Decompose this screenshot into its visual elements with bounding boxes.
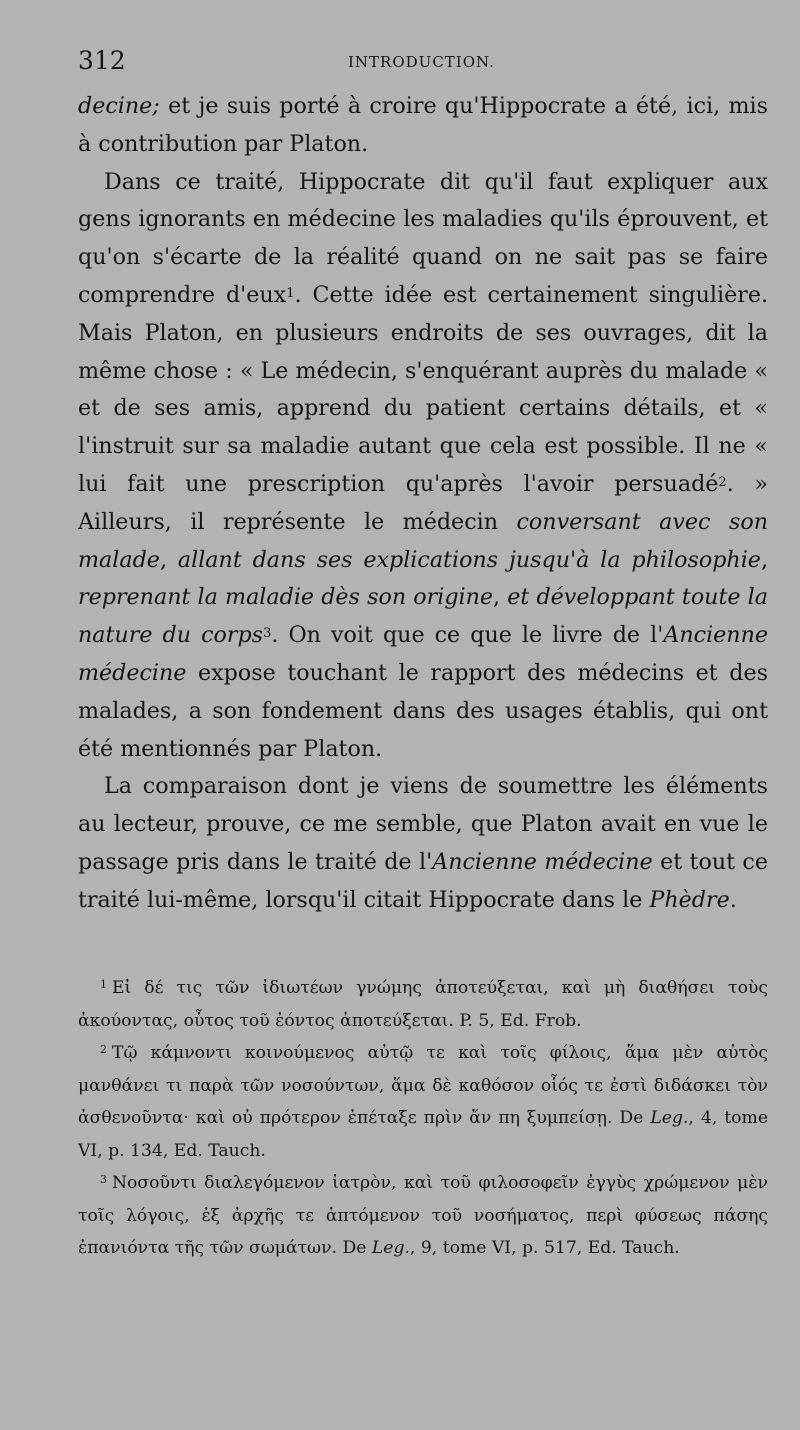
page-number: 312 bbox=[78, 46, 126, 75]
paragraph-2 bbox=[78, 164, 768, 769]
footnote-text: , 9, tome VI, p. 517, Ed. Tauch. bbox=[409, 1238, 680, 1258]
text-run: expose touchant le rapport des médecins et des malades, a son fondement dans des usages établis, qui ont été mentionnés par Platon. bbox=[78, 659, 768, 762]
body-text bbox=[78, 88, 768, 920]
footnote-3 bbox=[78, 1167, 768, 1265]
text-run: et je suis porté à croire qu'Hippocrate a été, ici, mis à contribution par Platon. bbox=[78, 93, 768, 157]
text-run: . bbox=[729, 886, 737, 913]
italic-phrase: conversant avec son malade bbox=[78, 508, 768, 573]
text-run: , bbox=[159, 546, 178, 573]
text-run: Dans ce traité, Hippocrate dit qu'il faut expliquer aux gens ignorants en médecine les maladies qu'ils éprouvent, et qu'on s'écarte de la réalité quand on ne sait pas se faire comprendre d'eux bbox=[78, 168, 768, 308]
text-run: , bbox=[493, 584, 508, 611]
italic-title: Ancienne médecine bbox=[78, 622, 769, 686]
footnote-ref-3: 3 bbox=[263, 626, 272, 642]
footnote-ref-2: 2 bbox=[718, 474, 727, 490]
text-run: et tout ce traité lui-même, lorsqu'il citait Hippocrate dans le bbox=[78, 848, 768, 913]
italic-phrase: et développant toute la nature du corps bbox=[78, 584, 768, 649]
footnote-mark: 2 bbox=[100, 1043, 107, 1056]
footnotes bbox=[78, 972, 768, 1265]
italic-title: Ancienne médecine bbox=[432, 848, 653, 875]
text-run: . » Ailleurs, il représente le médecin bbox=[78, 470, 768, 535]
text-run: . Cette idée est certainement singulière. Mais Platon, en plusieurs endroits de ses ouvrages, dit la même chose : « Le médecin, s'enquérant auprès du malade « et de ses amis, apprend du patient certains détails, et « l'instruit sur sa maladie autant que cela est possible. Il ne « lui fait une prescription qu'après l'avoir persuadé bbox=[78, 281, 768, 497]
footnote-1 bbox=[78, 972, 768, 1037]
footnote-text: Τῷ κάμνοντι κοινούμενος αὐτῷ τε καὶ τοῖς φίλοις, ἅμα μὲν αὐτὸς μανθάνει τι παρὰ τῶν νοσούντων, ἅμα δὲ καθόσον οἷός τε ἐστὶ διδάσκει τὸν ἀσθενοῦντα· καὶ οὐ πρότερον ἐπέταξε πρὶν ἄν πη ξυμπείσῃ. De bbox=[78, 1043, 768, 1128]
running-head: INTRODUCTION. bbox=[348, 53, 495, 71]
italic-phrase: reprenant la maladie dès son origine bbox=[78, 584, 494, 611]
italic-phrase: allant dans ses explications jusqu'à la philosophie bbox=[177, 546, 761, 573]
text-run: , bbox=[760, 546, 768, 573]
footnote-text: Εἰ δέ τις τῶν ἰδιωτέων γνώμης ἀποτεύξεται, καὶ μὴ διαθήσει τοὺς ἀκούοντας, οὗτος τοῦ ἐόντος ἀποτεύξεται. P. 5, Ed. Frob. bbox=[78, 978, 768, 1031]
italic-term: decine; bbox=[78, 93, 160, 119]
paragraph-1 bbox=[78, 88, 768, 164]
page-header bbox=[78, 46, 768, 80]
italic-citation: Leg. bbox=[650, 1108, 689, 1128]
footnote-2 bbox=[78, 1037, 768, 1167]
footnote-mark: 1 bbox=[100, 978, 107, 991]
paragraph-3 bbox=[78, 768, 768, 919]
text-run: La comparaison dont je viens de soumettre les éléments au lecteur, prouve, ce me semble, que Platon avait en vue le passage pris dans le traité de l' bbox=[78, 773, 768, 875]
footnote-text: Νοσοῦντι διαλεγόμενον ἰατρὸν, καὶ τοῦ φιλοσοφεῖν ἐγγὺς χρώμενον μὲν τοῖς λόγοις, ἐξ ἀρχῆς τε ἁπτόμενον τοῦ νοσήματος, περὶ φύσεως πάσης ἐπανιόντα τῆς τῶν σωμάτων. De bbox=[78, 1173, 768, 1258]
italic-title: Phèdre bbox=[649, 886, 730, 913]
footnote-text: , 4, tome VI, p. 134, Ed. Tauch. bbox=[78, 1108, 768, 1161]
italic-citation: Leg. bbox=[371, 1238, 410, 1258]
text-run: . On voit que ce que le livre de l' bbox=[271, 622, 664, 649]
footnote-ref-1: 1 bbox=[286, 285, 295, 301]
footnote-mark: 3 bbox=[100, 1173, 107, 1186]
